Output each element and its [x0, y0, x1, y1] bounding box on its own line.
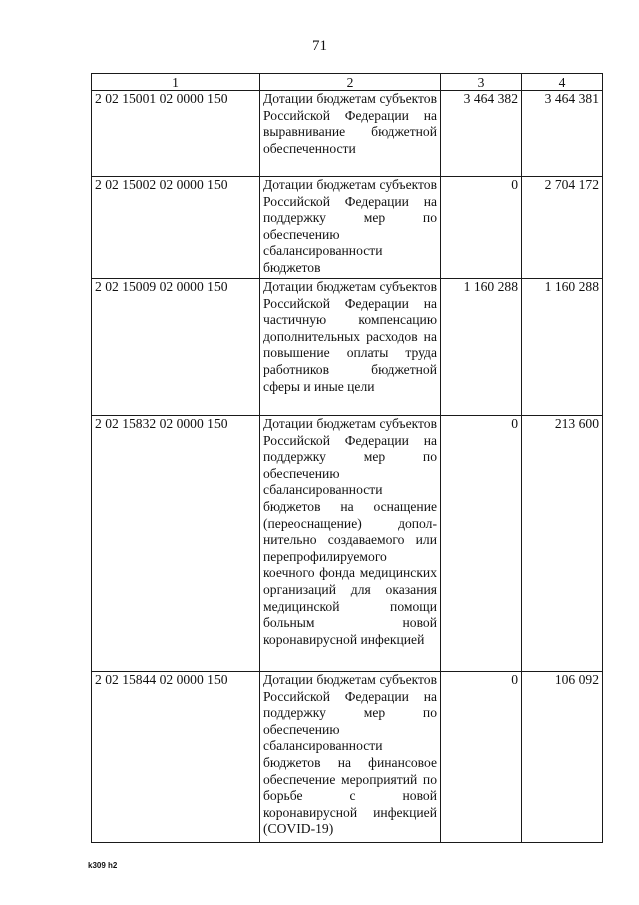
budget-code-cell: 2 02 15002 02 0000 150 [92, 177, 260, 279]
budget-code-cell: 2 02 15844 02 0000 150 [92, 672, 260, 843]
table-row [92, 279, 603, 416]
amount-col3-cell: 1 160 288 [441, 279, 522, 416]
table-header [92, 74, 603, 91]
header-col-1: 1 [92, 74, 260, 91]
description-cell: Дотации бюджетам субъектов Российской Федерации на частичную компенсацию дополнительных расходов на повышение оплаты труда работников бюджетной сферы и иные цели [260, 279, 441, 416]
amount-col3-cell: 0 [441, 416, 522, 672]
header-row [92, 74, 603, 91]
header-col-3: 3 [441, 74, 522, 91]
header-col-4: 4 [522, 74, 603, 91]
amount-col3-cell: 0 [441, 672, 522, 843]
amount-col4-cell: 213 600 [522, 416, 603, 672]
budget-table [91, 73, 603, 843]
budget-code-cell: 2 02 15832 02 0000 150 [92, 416, 260, 672]
amount-col3-cell: 0 [441, 177, 522, 279]
description-cell: Дотации бюджетам субъектов Российской Федерации на поддержку мер по обеспечению сбалансированности бюджетов на финансовое обеспечение мероприятий по борьбе с новой коронавирусной инфекцией (COVID-19) [260, 672, 441, 843]
table-row [92, 416, 603, 672]
description-cell: Дотации бюджетам субъектов Российской Федерации на поддержку мер по обеспечению сбалансированности бюджетов на оснащение (переоснащение) дополнительно создаваемого или перепрофилируемого коечного фонда медицинских организаций для оказания медицинской помощи больным новой коронавирусной инфекцией [260, 416, 441, 672]
table-row [92, 177, 603, 279]
table-row [92, 91, 603, 177]
header-col-2: 2 [260, 74, 441, 91]
amount-col4-cell: 2 704 172 [522, 177, 603, 279]
budget-code-cell: 2 02 15009 02 0000 150 [92, 279, 260, 416]
page-number: 71 [312, 38, 327, 54]
budget-code-cell: 2 02 15001 02 0000 150 [92, 91, 260, 177]
description-cell: Дотации бюджетам субъектов Российской Федерации на поддержку мер по обеспечению сбалансированности бюджетов [260, 177, 441, 279]
document-footer-code: k309 h2 [88, 861, 118, 870]
amount-col4-cell: 106 092 [522, 672, 603, 843]
description-cell: Дотации бюджетам субъектов Российской Федерации на выравнивание бюджетной обеспеченности [260, 91, 441, 177]
amount-col4-cell: 3 464 381 [522, 91, 603, 177]
amount-col3-cell: 3 464 382 [441, 91, 522, 177]
amount-col4-cell: 1 160 288 [522, 279, 603, 416]
table-row [92, 672, 603, 843]
table-body [92, 91, 603, 843]
